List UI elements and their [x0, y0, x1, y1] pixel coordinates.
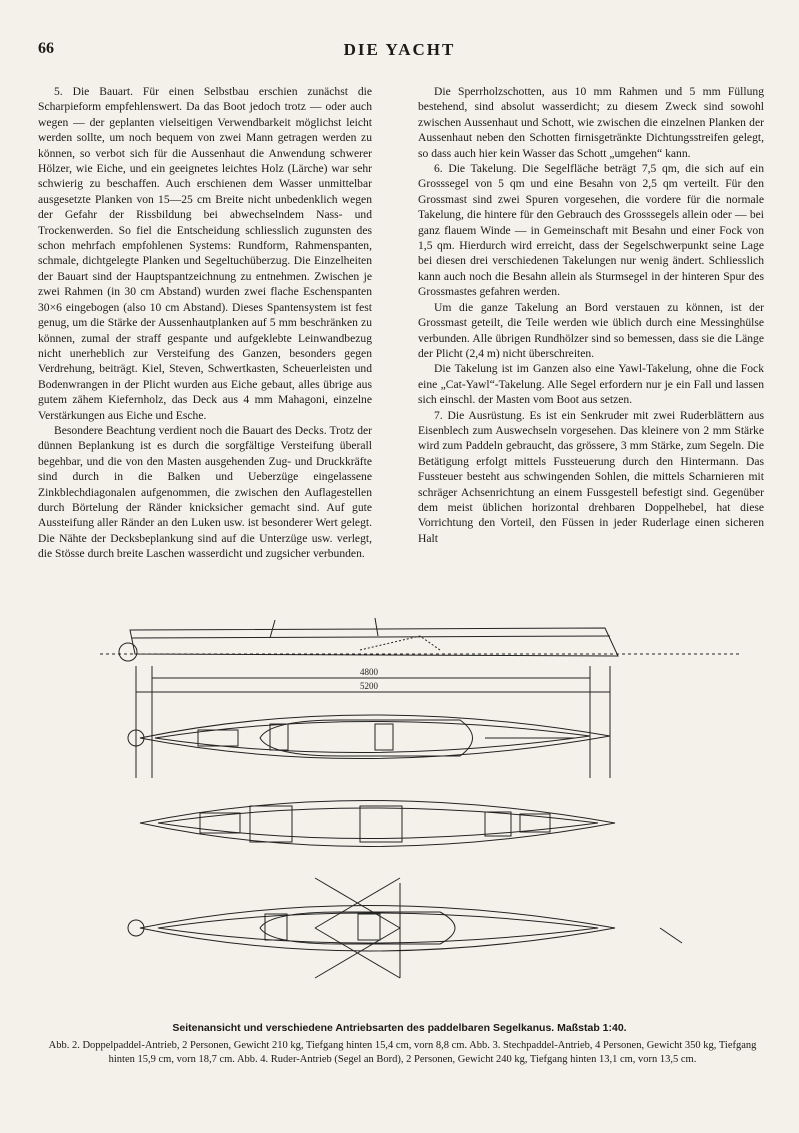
paragraph: Die Sperrholzschotten, aus 10 mm Rahmen und 5 mm Füllung bestehend, sind absolut wasserdicht; zu diesem Zweck sind sowohl zwischen Aussenhaut und Schott, wie zwischen die einzelnen Planken der Aussenhaut neben den Schotten firnisgetränkte Dichtungsstreifen gelegt, so dass auch hier kein Wasser das Schott „umgehen“ kann. — [418, 85, 764, 160]
plan-view-single-paddle — [140, 801, 615, 847]
running-title: DIE YACHT — [343, 40, 456, 59]
page-number: 66 — [38, 40, 54, 57]
paragraph: 6. Die Takelung. Die Segelfläche beträgt 7,5 qm, die sich auf ein Grosssegel von 5 qm und eine Besahn von 2,5 qm verteilt. Für den Grossmast sind zwei Spuren vorgesehen, die vordere für die normale Takelung, die hintere für den Gebrauch des Grosssegels allein oder — bei ganz flauem Winde — in Gemeinschaft mit Besahn und einer Fock von 1,5 qm. Hierdurch wird erreicht, dass der Segelschwerpunkt seine Lage bei diesen drei verschiedenen Takelungen nur wenig ändert. Schliesslich kann auch noch die Besahn allein als Sturmsegel in der hinteren Spur des Grossmastes gefahren werden. — [418, 162, 764, 299]
paragraph: 5. Die Bauart. Für einen Selbstbau erschien zunächst die Scharpieform empfehlenswert. Da das Boot jedoch trotz — oder auch wegen — der geplanten vielseitigen Verwendbarkeit möglichst leicht werden sollte, um noch bequem von zwei Mann getragen werden zu können, so verbot sich für die Aussenhaut die Anwendung schwerer Hölzer, wie Eiche, und ein geeignetes leichtes Holz (Lärche) war sehr schwierig zu beschaffen. Auch erschienen dem Wasser unmittelbar ausgesetzte Planken von 15—25 cm Breite nicht unbedenklich wegen der Gefahr der Rissbildung bei abwechselndem Nass- und Trockenwerden. So fiel die Entscheidung schliesslich zugunsten des schon mehrfach empfohlenen Systems: Rundform, Rahmenspanten, schmale, dichtgelegte Planken und Segeltuchüberzug. Die Einzelheiten der Bauart sind der Hauptspantzeichnung zu entnehmen. Zwischen je zwei Rahmen (in 30 cm Abstand) wurden zwei flache Eschenspanten 30×6 eingebogen (also 10 cm Abstand). Dieses Spantensystem ist fest genug, um die Stärke der Aussenhautplanken auf 5 mm beschränken zu können, zumal der straff gespante und aufgeklebte Leinwandbezug nicht unerheblich zur Versteifung des Ganzen, besonders gegen Verdrehung, beiträgt. Kiel, Steven, Schwertkasten, Scheuerleisten und Bodenwrangen in der Plicht wurden aus Eiche gebaut, alles übrige aus gutem zähem Kiefernholz, das Deck aus 4 mm Mahagoni, einzelne Verstärkungen aus Eiche und Esche. — [38, 85, 372, 422]
left-text-column — [38, 84, 372, 562]
figure-caption-text: Abb. 2. Doppelpaddel-Antrieb, 2 Personen, Gewicht 210 kg, Tiefgang hinten 15,4 cm, vorn 8,8 cm. Abb. 3. Stechpaddel-Antrieb, 4 Personen, Gewicht 350 kg, Tiefgang hinten 15,9 cm, vorn 18,7 cm. Abb. 4. Ruder-Antrieb (Segel an Bord), 2 Personen, Gewicht 240 kg, Tiefgang hinten 13,1 cm, vorn 13,5 cm. — [48, 1040, 757, 1065]
side-view — [100, 618, 740, 661]
canoe-drawing — [100, 608, 740, 1018]
figure-caption-title: Seitenansicht und verschiedene Antriebsarten des paddelbaren Segelkanus. Maßstab 1:40. — [172, 1022, 627, 1034]
right-text-column — [418, 84, 764, 546]
plan-view-rowing — [128, 878, 682, 978]
paragraph: Die Takelung ist im Ganzen also eine Yawl-Takelung, ohne die Fock eine „Cat-Yawl“-Takelung. Alle Segel erfordern nur je ein Fall und lassen sich einschl. der Masten vom Boot aus setzen. — [418, 362, 764, 407]
dimension-label-total: 5200 — [360, 681, 378, 691]
paragraph: 7. Die Ausrüstung. Es ist ein Senkruder mit zwei Ruderblättern aus Eisenblech zum Auswechseln vorgesehen. Das kleinere von 2 mm Stärke wird zum Paddeln gebraucht, das grössere, 3 mm Stärke, zum Segeln. Die Betätigung erfolgt mittels Fussteuerung durch den Hintermann. Das Fussteuer besteht aus schwingenden Sohlen, die mittels Scharnieren mit schräger Achsenrichtung an einem Fussgestell befestigt sind. Gegenüber dem meist üblichen horizontal drehbaren Doppelhebel, hat diese Vorrichtung den Vorteil, den Füssen in jeder Ruderlage einen sicheren Halt — [418, 408, 764, 545]
paragraph: Um die ganze Takelung an Bord verstauen zu können, ist der Grossmast geteilt, die Teile werden wie üblich durch eine Messinghülse verbunden. Alle übrigen Rundhölzer sind so bemessen, dass sie die Länge der Plicht (2,4 m) nicht überschreiten. — [418, 300, 764, 360]
paragraph: Besondere Beachtung verdient noch die Bauart des Decks. Trotz der dünnen Beplankung ist es durch die sorgfältige Versteifung überall begehbar, und die von den Masten ausgehenden Zug- und Druckkräfte sind durch in die Balken und Ueberzüge eingelassene Zinkblechdiagonalen aufgenommen, die zwischen den Auflagestellen durch Börtelung der Ränder knicksicher gemacht sind. Auf gute Aussteifung aller Ränder an den Luken usw. ist besonderer Wert gelegt. Die Nähte der Decksbeplankung sind auf die Unterzüge usw. verlegt, die Stösse durch breite Laschen wasserdicht und zugsicher verbunden. — [38, 423, 372, 561]
plan-view-double-paddle — [128, 715, 610, 759]
dimension-label-overall: 4800 — [360, 667, 378, 677]
